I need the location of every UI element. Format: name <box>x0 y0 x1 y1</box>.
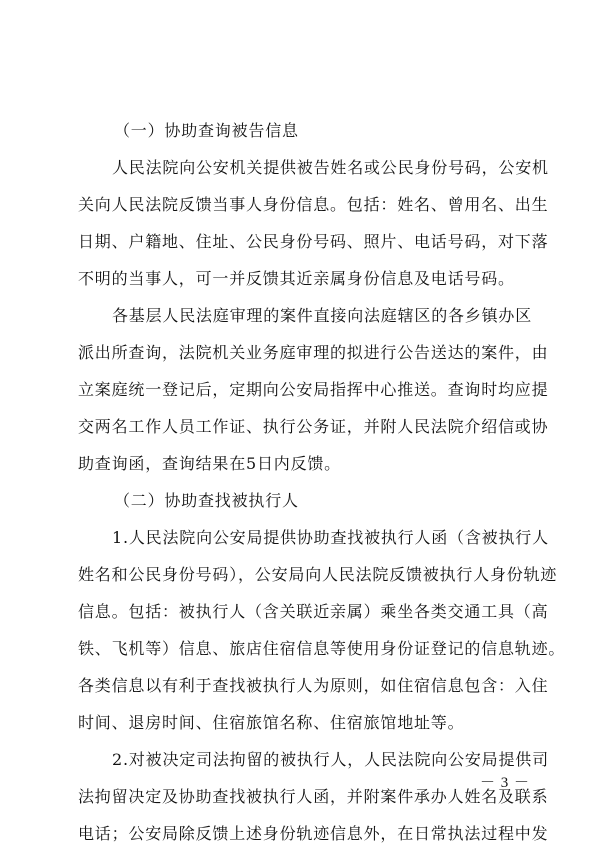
paragraph-line: 时间、退房时间、住宿旅馆名称、住宿旅馆地址等。 <box>78 713 465 732</box>
paragraph-line: 1.人民法院向公安局提供协助查找被执行人函（含被执行人 <box>112 528 549 547</box>
paragraph-line: 2.对被决定司法拘留的被执行人，人民法院向公安局提供司 <box>112 750 549 769</box>
paragraph-line: 助查询函，查询结果在5日内反馈。 <box>78 454 341 473</box>
paragraph-line: 电话；公安局除反馈上述身份轨迹信息外，在日常执法过程中发 <box>78 824 549 843</box>
paragraph-line: 各类信息以有利于查找被执行人为原则，如住宿信息包含：入住 <box>78 676 549 695</box>
paragraph-line: 交两名工作人员工作证、执行公务证，并附人民法院介绍信或协 <box>78 417 549 436</box>
paragraph-line: 立案庭统一登记后，定期向公安局指挥中心推送。查询时均应提 <box>78 380 549 399</box>
section-heading-2: （二）协助查找被执行人 <box>114 491 299 510</box>
paragraph-line: 姓名和公民身份号码），公安局向人民法院反馈被执行人身份轨迹 <box>78 565 558 584</box>
paragraph-line: 铁、飞机等）信息、旅店住宿信息等使用身份证登记的信息轨迹。 <box>78 639 566 658</box>
paragraph-line: 信息。包括：被执行人（含关联近亲属）乘坐各类交通工具（高 <box>78 602 549 621</box>
paragraph-line: 各基层人民法庭审理的案件直接向法庭辖区的各乡镇办区 <box>112 306 533 325</box>
paragraph-line: 日期、户籍地、住址、公民身份号码、照片、电话号码，对下落 <box>78 232 549 251</box>
document-body <box>78 112 566 852</box>
paragraph-line: 派出所查询，法院机关业务庭审理的拟进行公告送达的案件，由 <box>78 343 549 362</box>
page-number: － 3 － <box>479 775 530 791</box>
list-item-1 <box>78 519 566 741</box>
paragraph-line: 人民法院向公安机关提供被告姓名或公民身份号码，公安机 <box>112 158 549 177</box>
paragraph-line: 不明的当事人，可一并反馈其近亲属身份信息及电话号码。 <box>78 269 515 288</box>
paragraph-line: 关向人民法院反馈当事人身份信息。包括：姓名、曾用名、出生 <box>78 195 549 214</box>
paragraph-1 <box>78 149 549 297</box>
section-heading-1: （一）协助查询被告信息 <box>114 121 299 140</box>
paragraph-2 <box>78 297 549 482</box>
list-item-2 <box>78 741 549 852</box>
paragraph-line: 法拘留决定及协助查找被执行人函，并附案件承办人姓名及联系 <box>78 787 549 806</box>
